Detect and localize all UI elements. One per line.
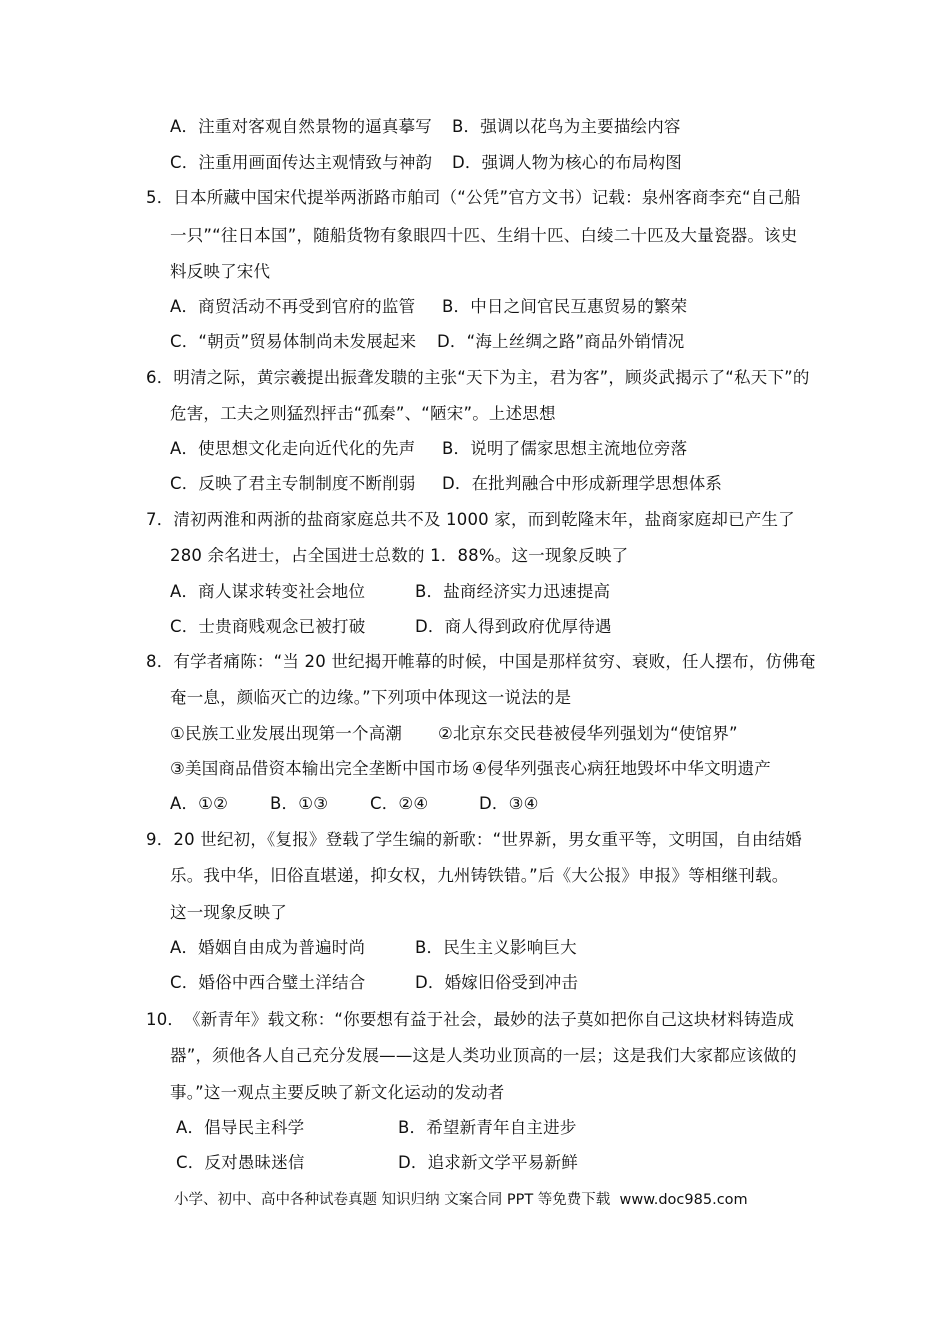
q6-option-a: A．使思想文化走向近代化的先声 (170, 439, 416, 458)
q9-option-b: B．民生主义影响巨大 (415, 938, 577, 957)
q10-option-c: C．反对愚昧迷信 (176, 1153, 305, 1172)
q4-option-b: B．强调以花鸟为主要描绘内容 (452, 117, 681, 136)
q9-stem-line-2: 乐。我中华，旧俗直堪递，抑女权，九州铸铁错。”后《大公报》申报》等相继刊载。 (170, 866, 789, 885)
q10-number: 10． (146, 1010, 185, 1029)
q6-option-d: D．在批判融合中形成新理学思想体系 (442, 474, 723, 493)
q7-stem-line-2: 280 余名进士，占全国进士总数的 1．88%。这一现象反映了 (170, 546, 629, 565)
q9-number: 9． (146, 830, 174, 849)
q6-stem-line-2: 危害，工夫之则猛烈抨击“孤秦”、“陋宋”。上述思想 (170, 404, 556, 423)
footer-text: 小学、初中、高中各种试卷真题 知识归纳 文案合同 PPT 等免费下载 (174, 1192, 611, 1208)
q10-option-a: A．倡导民主科学 (176, 1118, 305, 1137)
q8-item-2: ②北京东交民巷被侵华列强划为“使馆界” (438, 724, 738, 743)
q6-option-c: C．反映了君主专制制度不断削弱 (170, 474, 416, 493)
q5-option-d: D．“海上丝绸之路”商品外销情况 (437, 332, 685, 351)
q8-option-a: A．①② (170, 794, 229, 813)
q4-option-a: A．注重对客观自然景物的逼真摹写 (170, 117, 432, 136)
q6-stem-line-1 (146, 366, 810, 390)
q10-stem-line-3: 事。”这一观点主要反映了新文化运动的发动者 (170, 1083, 505, 1102)
q10-option-d: D．追求新文学平易新鲜 (398, 1153, 578, 1172)
q5-stem-line-1 (146, 186, 801, 210)
q10-option-b: B．希望新青年自主进步 (398, 1118, 577, 1137)
q9-stem-line-3: 这一现象反映了 (170, 903, 287, 922)
q7-option-d: D．商人得到政府优厚待遇 (415, 617, 612, 636)
q4-option-c: C．注重用画面传达主观情致与神韵 (170, 153, 433, 172)
q9-option-a: A．婚姻自由成为普遍时尚 (170, 938, 366, 957)
q5-number: 5． (146, 188, 174, 207)
q7-option-c: C．士贵商贱观念已被打破 (170, 617, 366, 636)
q8-stem-line-2: 奄一息，颜临灭亡的边缘。”下列项中体现这一说法的是 (170, 688, 572, 707)
q10-stem-text-1: 《新青年》载文称：“你要想有益于社会，最妙的法子莫如把你自己这块材料铸造成 (184, 1010, 795, 1029)
q8-stem-text-1: 有学者痛陈：“当 20 世纪揭开帷幕的时候，中国是那样贫穷、衰败，任人摆布，仿佛奄 (173, 652, 816, 671)
q8-item-4: ④侵华列强丧心病狂地毁坏中华文明遗产 (472, 759, 771, 778)
q9-option-d: D．婚嫁旧俗受到冲击 (415, 973, 579, 992)
q8-stem-line-1 (146, 650, 816, 674)
q8-item-3: ③美国商品借资本输出完全垄断中国市场 (170, 759, 469, 778)
q8-item-1: ①民族工业发展出现第一个高潮 (170, 724, 403, 743)
q8-option-c: C．②④ (370, 794, 429, 813)
q5-option-c: C．“朝贡”贸易体制尚未发展起来 (170, 332, 417, 351)
q7-option-b: B．盐商经济实力迅速提高 (415, 582, 611, 601)
q9-stem-line-1 (146, 828, 802, 852)
q10-stem-line-1 (146, 1008, 794, 1032)
q10-stem-line-2: 器”，须他各人自己充分发展——这是人类功业顶高的一层；这是我们大家都应该做的 (170, 1046, 797, 1065)
q5-option-b: B．中日之间官民互惠贸易的繁荣 (442, 297, 688, 316)
q6-option-b: B．说明了儒家思想主流地位旁落 (442, 439, 688, 458)
q6-stem-text-1: 明清之际，黄宗羲提出振聋发聩的主张“天下为主，君为客”，顾炎武揭示了“私天下”的 (173, 368, 810, 387)
q7-stem-text-1: 清初两淮和两浙的盐商家庭总共不及 1000 家，而到乾隆末年，盐商家庭却已产生了 (173, 510, 795, 529)
q8-option-b: B．①③ (270, 794, 329, 813)
q5-stem-line-3: 料反映了宋代 (170, 262, 271, 281)
q9-stem-text-1: 20 世纪初，《复报》登载了学生编的新歌：“世界新，男女重平等，文明国，自由结婚 (173, 830, 802, 849)
q7-option-a: A．商人谋求转变社会地位 (170, 582, 366, 601)
q9-option-c: C．婚俗中西合璧土洋结合 (170, 973, 366, 992)
q5-stem-line-2: 一只”“往日本国”，随船货物有象眼四十匹、生绢十匹、白绫二十匹及大量瓷器。该史 (170, 226, 798, 245)
page-footer (174, 1188, 748, 1212)
q6-number: 6． (146, 368, 174, 387)
q8-option-d: D．③④ (479, 794, 539, 813)
q5-stem-text-1: 日本所藏中国宋代提举两浙路市舶司（“公凭”官方文书）记载：泉州客商李充“自己船 (173, 188, 801, 207)
q7-number: 7． (146, 510, 174, 529)
q4-option-d: D．强调人物为核心的布局构图 (452, 153, 683, 172)
footer-url[interactable]: www.doc985.com (619, 1192, 748, 1208)
q8-number: 8． (146, 652, 174, 671)
q5-option-a: A．商贸活动不再受到官府的监管 (170, 297, 416, 316)
q7-stem-line-1 (146, 508, 795, 532)
